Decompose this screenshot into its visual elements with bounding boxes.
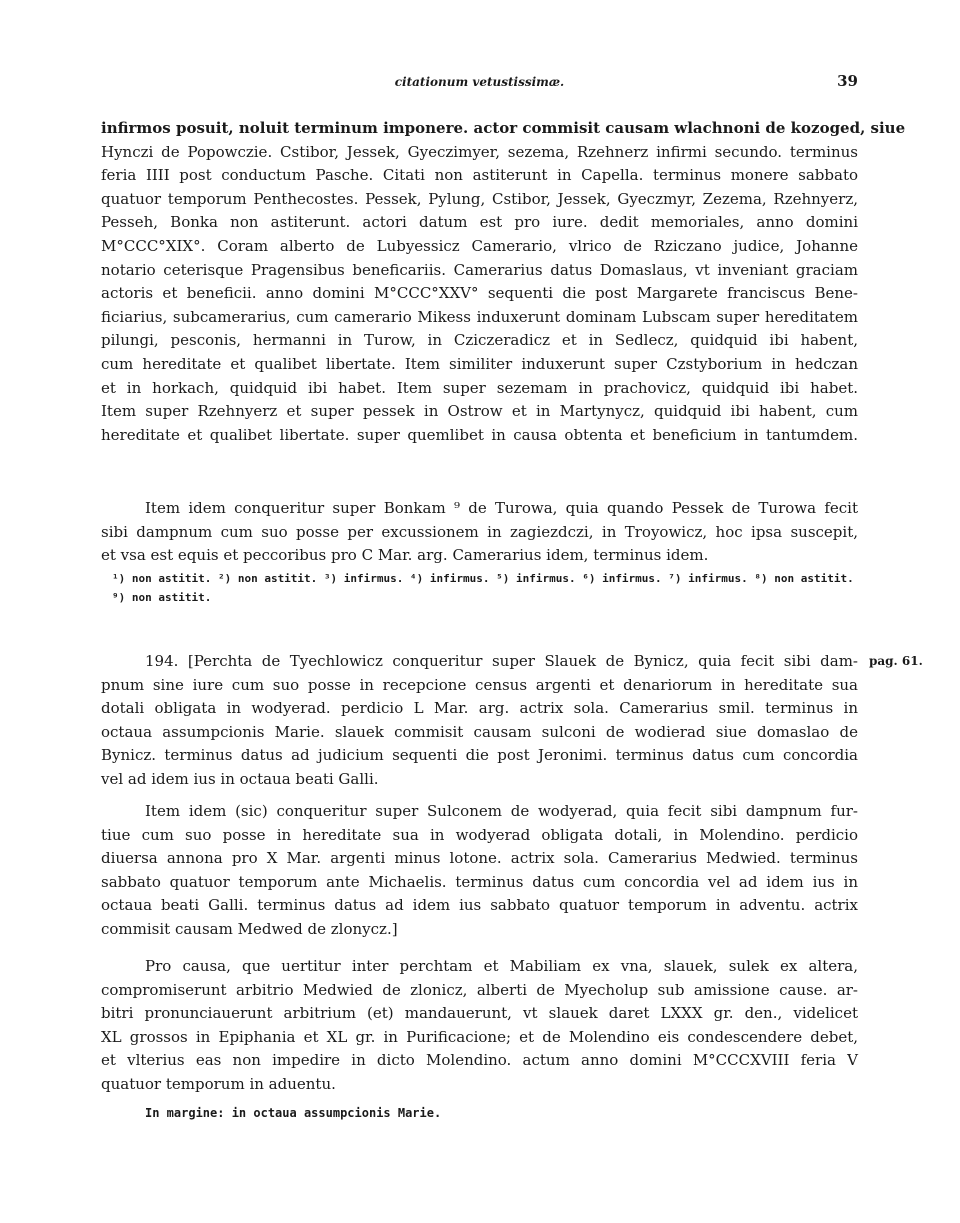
footnotes xyxy=(101,569,858,607)
text-line: Pro causa, que uertitur inter perchtam et Mabiliam ex vna, slauek, sulek ex altera, xyxy=(145,957,858,975)
text-line: infirmos posuit, noluit terminum imponere. actor commisit causam wlachnoni de kozoged, siue xyxy=(101,119,906,137)
text-line: Item super Rzehnyerz et super pessek in Ostrow et in Martynycz, quidquid ibi habent, cum xyxy=(101,402,858,421)
text-line: quatuor temporum Penthecostes. Pessek, Pylung, Cstibor, Jessek, Gyeczmyr, Zezema, Rzehnyerz, xyxy=(101,189,858,208)
running-head xyxy=(101,72,858,92)
text-line: 194. [Perchta de Tyechlowicz conqueritur super Slauek de Bynicz, quia fecit sibi dam- xyxy=(145,652,858,670)
text-line: notario ceterisque Pragensibus beneficariis. Camerarius datus Domaslaus, vt inveniant graciam xyxy=(101,260,858,279)
text-line: pnum sine iure cum suo posse in recepcione census argenti et denariorum in hereditate sua xyxy=(101,675,858,694)
text-line: Hynczi de Popowczie. Cstibor, Jessek, Gyeczimyer, sezema, Rzehnerz infirmi secundo. terminus xyxy=(101,142,858,161)
paragraph-bonkam xyxy=(101,497,858,568)
text-line: ficiarius, subcamerarius, cum camerario Mikess induxerunt dominam Lubscam super hereditatem xyxy=(101,307,858,326)
text-line: sabbato quatuor temporum ante Michaelis. terminus datus cum concordia vel ad idem ius in xyxy=(101,872,858,891)
text-line: hereditate et qualibet libertate. super quemlibet in causa obtenta et beneficium in tantumdem. xyxy=(101,425,858,444)
entry-194 xyxy=(101,650,858,792)
text-line: Bynicz. terminus datus ad judicium sequenti die post Jeronimi. terminus datus cum concordia xyxy=(101,746,858,765)
footnote-line: ¹) non astitit. ²) non astitit. ³) infirmus. ⁴) infirmus. ⁵) infirmus. ⁶) infirmus. ⁷) infirmus. ⁸) non astitit. xyxy=(112,572,854,585)
paragraph-pro-causa xyxy=(101,955,858,1097)
paragraph-sulconem xyxy=(101,800,858,942)
text-line: sibi dampnum cum suo posse per excussionem in zagiezdczi, in Troyowicz, hoc ipsa suscepit, xyxy=(101,522,858,541)
text-line: Pesseh, Bonka non astiterunt. actori datum est pro iure. dedit memoriales, anno domini xyxy=(101,213,858,232)
footnote-line: ⁹) non astitit. xyxy=(112,591,212,604)
text-line: tiue cum suo posse in hereditate sua in wodyerad obligata dotali, in Molendino. perdicio xyxy=(101,825,858,844)
page-number: 39 xyxy=(837,72,858,90)
text-line: actoris et beneficii. anno domini M°CCC°XXV° sequenti die post Margarete franciscus Bene- xyxy=(101,284,858,303)
page-reference-margin-note: pag. 61. xyxy=(869,654,923,668)
text-line: pilungi, pesconis, hermanni in Turow, in Cziczeradicz et in Sedlecz, quidquid ibi habent, xyxy=(101,331,858,350)
text-line: Item idem (sic) conqueritur super Sulconem de wodyerad, quia fecit sibi dampnum fur- xyxy=(145,802,858,820)
text-line: octaua assumpcionis Marie. slauek commisit causam sulconi de wodierad siue domaslao de xyxy=(101,722,858,741)
running-title: citationum vetustissimæ. xyxy=(394,75,565,89)
text-line: XL grossos in Epiphania et XL gr. in Purificacione; et de Molendino eis condescendere debet, xyxy=(101,1027,858,1046)
text-line: dotali obligata in wodyerad. perdicio L Mar. arg. actrix sola. Camerarius smil. terminus in xyxy=(101,699,858,718)
text-line: vel ad idem ius in octaua beati Galli. xyxy=(101,769,379,788)
paragraph-continuation xyxy=(101,117,906,447)
text-line: octaua beati Galli. terminus datus ad idem ius sabbato quatuor temporum in adventu. actrix xyxy=(101,896,858,915)
margin-annotation: In margine: in octaua assumpcionis Marie. xyxy=(145,1106,442,1120)
text-line: diuersa annona pro X Mar. argenti minus lotone. actrix sola. Camerarius Medwied. terminus xyxy=(101,849,858,868)
text-line: Item idem conqueritur super Bonkam ⁹ de Turowa, quia quando Pessek de Turowa fecit xyxy=(145,499,858,517)
text-line: feria IIII post conductum Pasche. Citati non astiterunt in Capella. terminus monere sabbato xyxy=(101,166,858,185)
text-line: commisit causam Medwed de zlonycz.] xyxy=(101,919,398,938)
text-line: compromiserunt arbitrio Medwied de zlonicz, alberti de Myecholup sub amissione cause. ar- xyxy=(101,980,858,999)
text-line: et vsa est equis et peccoribus pro C Mar. arg. Camerarius idem, terminus idem. xyxy=(101,546,709,565)
text-line: et vlterius eas non impedire in dicto Molendino. actum anno domini M°CCCXVIII feria V xyxy=(101,1051,858,1070)
text-line: M°CCC°XIX°. Coram alberto de Lubyessicz Camerario, vlrico de Rziczano judice, Johanne xyxy=(101,236,858,255)
text-line: cum hereditate et qualibet libertate. Item similiter induxerunt super Czstyborium in hedczan xyxy=(101,354,858,373)
text-line: et in horkach, quidquid ibi habet. Item super sezemam in prachovicz, quidquid ibi habet. xyxy=(101,378,858,397)
text-line: quatuor temporum in aduentu. xyxy=(101,1074,336,1093)
text-line: bitri pronunciauerunt arbitrium (et) mandauerunt, vt slauek daret LXXX gr. den., videlicet xyxy=(101,1004,858,1023)
